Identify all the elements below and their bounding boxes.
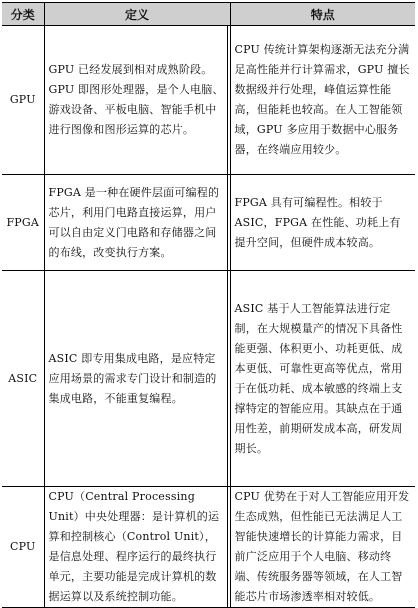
- row-features: ASIC 基于人工智能算法进行定制，在大规模量产的情况下具备性能更强、体积更小、功耗更低、成本更低、可靠性更高等优点，常用于在低功耗、成本敏感的终端上支撑特定的智能应用。其缺点在于通用性差，前期研发成本高，研发周期长。: [230, 271, 415, 487]
- row-definition: FPGA 是一种在硬件层面可编程的芯片，利用门电路直接运算，用户可以自由定义门电路和存储器之间的布线，改变执行方案。: [44, 175, 230, 271]
- row-features: CPU 传统计算架构逐渐无法充分满足高性能并行计算需求，GPU 擅长数据级并行处理，峰值运算性能高，但能耗也较高。在人工智能领域，GPU 多应用于数据中心服务器，在终端应用较少。: [230, 26, 415, 175]
- table-row-asic: [2, 271, 415, 487]
- row-category: FPGA: [2, 175, 44, 271]
- table-row-fpga: [2, 175, 415, 271]
- row-definition: CPU（Central Processing Unit）中央处理器：是计算机的运算和控制核心（Control Unit），是信息处理、程序运行的最终执行单元，主要功能是完成计算机的数据运算以及系统控制功能。: [44, 487, 230, 608]
- row-definition: GPU 已经发展到相对成熟阶段。GPU 即图形处理器，是个人电脑、游戏设备、平板电脑、智能手机中进行图像和图形运算的芯片。: [44, 26, 230, 175]
- row-features: CPU 优势在于对人工智能应用开发生态成熟，但性能已无法满足人工智能快速增长的计算能力需求，目前广泛应用于个人电脑、移动终端、传统服务器等领域，在人工智能芯片市场渗透率相对较低。: [230, 487, 415, 608]
- header-category: 分类: [2, 3, 44, 26]
- header-features: 特点: [230, 3, 415, 26]
- row-category: GPU: [2, 26, 44, 175]
- chip-comparison-table: [2, 2, 415, 608]
- row-category: ASIC: [2, 271, 44, 487]
- table-row-cpu: [2, 487, 415, 608]
- comparison-table-container: [2, 2, 415, 608]
- row-definition: ASIC 即专用集成电路，是应特定应用场景的需求专门设计和制造的集成电路，不能重复编程。: [44, 271, 230, 487]
- row-features: FPGA 具有可编程性。相较于 ASIC，FPGA 在性能、功耗上有提升空间，但硬件成本较高。: [230, 175, 415, 271]
- row-category: CPU: [2, 487, 44, 608]
- header-row: [2, 3, 415, 26]
- header-definition: 定义: [44, 3, 230, 26]
- table-row-gpu: [2, 26, 415, 175]
